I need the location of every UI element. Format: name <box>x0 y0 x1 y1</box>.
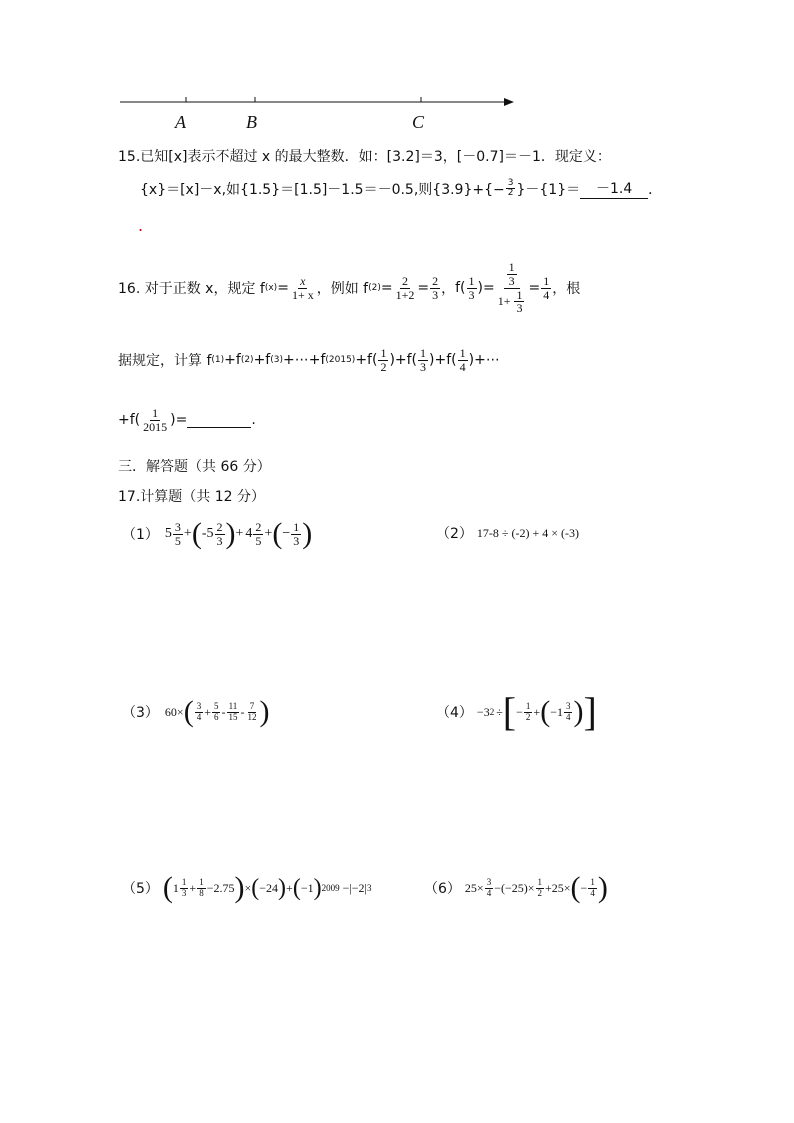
q15-fraction <box>506 179 516 199</box>
q17-p6-n1: 3 <box>486 877 492 888</box>
q16-plus-f-1: +f <box>224 352 241 368</box>
q17-p3-n3: 11 <box>228 701 238 712</box>
q16-line2-start: 据规定，计算 f <box>118 353 212 369</box>
q17-p3-d4: 12 <box>247 711 257 722</box>
q17-p5-label: （5） <box>122 881 159 897</box>
q17-p3-frac4 <box>245 702 258 722</box>
q15-line2-prefix: {x}＝[x]－x,如{1.5}＝[1.5]－1.5＝－0.5,则{3.9}+{− <box>140 181 505 198</box>
q16-sub-x: (x) <box>264 283 278 293</box>
q17-p5-tail-exp: 3 <box>366 883 372 893</box>
q17-p5-n2: 1 <box>199 877 204 888</box>
q16-eq-2: = <box>380 280 393 296</box>
q16-third-frac-2 <box>418 347 428 373</box>
q17-p6-d3: 4 <box>590 887 595 898</box>
q16-result-num: 1 <box>543 273 550 288</box>
q17-p3-d3: 15 <box>228 711 238 722</box>
q16-sub-3: (3) <box>270 355 283 365</box>
q16-ex-frac1 <box>394 275 417 301</box>
q17-p3-frac2 <box>212 702 221 722</box>
q16-third-num: 1 <box>468 273 475 288</box>
q16-ex-num1: 2 <box>401 273 408 288</box>
q16-quarter-frac <box>458 347 468 373</box>
q17-p1-c-num: 2 <box>255 519 262 534</box>
q17-p1-b-den: 3 <box>216 533 223 548</box>
q17-p3-op1: + <box>204 704 211 719</box>
q16-sub-2015: (2015) <box>325 355 356 365</box>
q17-p1 <box>122 514 312 554</box>
q17-p5-neg1: −1 <box>300 880 314 895</box>
q17-p4 <box>436 690 597 734</box>
q16-comma: ， <box>441 281 456 297</box>
q16-complex-num-top: 1 <box>508 260 515 275</box>
q17-p5-frac1 <box>180 878 189 898</box>
point-label-b: B <box>246 112 257 132</box>
q17-p6-n3: 1 <box>590 877 595 888</box>
q17-p4-h-den: 2 <box>525 711 531 722</box>
q16-quarter-den: 4 <box>459 359 466 374</box>
q16-third-num-2: 1 <box>420 345 427 360</box>
q17-p5-rparen-1: ) <box>234 871 245 904</box>
q16-line2-end: )+⋯ <box>468 352 500 368</box>
q17-p1-b-frac <box>215 521 225 547</box>
q17-p3-n1: 3 <box>196 701 202 712</box>
q17-p4-mixed-frac <box>564 702 573 722</box>
q17-p6-d1: 4 <box>486 887 492 898</box>
q17-p6-rparen: ) <box>597 871 608 904</box>
q17-p4-rbracket: ] <box>583 689 597 734</box>
q17-p2-label: （2） <box>436 526 473 542</box>
q16-sub-2b: (2) <box>240 355 254 365</box>
q17-p5-exp: 2009 <box>321 883 340 893</box>
q16-line3 <box>118 400 256 440</box>
q16-intro: 16. 对于正数 x，规定 f <box>118 281 265 297</box>
q17-p6-lead: 25× <box>464 880 484 895</box>
q16-ex-den2: 3 <box>432 287 439 302</box>
q15-frac-den: 2 <box>507 188 514 198</box>
q16-third-frac <box>467 275 477 301</box>
q16-half-num: 1 <box>380 345 387 360</box>
q16-ex-num2: 2 <box>432 273 439 288</box>
q16-half-den: 2 <box>380 359 387 374</box>
q17-p5-m24: −24 <box>259 880 279 895</box>
q16-complex-den-den: 3 <box>516 301 523 316</box>
arrow-head-icon <box>504 98 514 106</box>
q17-p6-frac1 <box>485 878 494 898</box>
q16-close-eq: )= <box>477 280 495 296</box>
q17-p4-rparen: ) <box>573 695 584 728</box>
q17-p1-d-den: 3 <box>293 533 300 548</box>
q17-p3-op2: - <box>221 704 226 719</box>
q17-p5-op2: −2.75 <box>206 880 235 895</box>
q17-p4-plus: + <box>533 704 541 719</box>
q16-last-num: 1 <box>152 405 159 420</box>
q17-p5-lparen-3: ( <box>292 875 301 901</box>
q16-dots-f: +⋯+f <box>282 352 326 368</box>
q17-p4-exp: 2 <box>489 707 495 717</box>
q17-p1-lparen-2: ( <box>272 517 283 550</box>
q17-p3-frac3 <box>226 702 239 722</box>
q17-p5-lparen-2: ( <box>251 875 260 901</box>
q16-third-den: 3 <box>468 287 475 302</box>
q17-p4-m-den: 4 <box>565 711 571 722</box>
q17-p6-op2: +25× <box>545 880 571 895</box>
q17-p3-label: （3） <box>122 705 159 721</box>
q17-p1-a-frac <box>173 521 183 547</box>
q17-p5-op1: + <box>189 880 197 895</box>
q17-p6-d2: 2 <box>537 887 542 898</box>
q17-p5-rparen-3: ) <box>313 875 322 901</box>
q17-p4-minus: − <box>516 704 523 719</box>
q15-line2-mid: }－{1}＝ <box>516 181 581 198</box>
q16-complex-den <box>496 289 528 315</box>
q16-def-fraction <box>290 275 316 301</box>
q16-result-frac <box>541 275 551 301</box>
q16-last-den: 2015 <box>143 419 168 434</box>
q15-line2-suffix: ． <box>648 181 663 198</box>
q17-p5 <box>122 868 371 908</box>
q17-p1-rparen-2: ) <box>302 517 313 550</box>
q17-p3-d2: 6 <box>213 711 219 722</box>
point-label-a: A <box>175 112 186 132</box>
q16-example: ，例如 f <box>316 281 369 297</box>
q17-p3-n2: 5 <box>213 701 219 712</box>
q17-p5-lparen-1: ( <box>162 871 173 904</box>
q16-line3-end: )= <box>170 412 188 428</box>
q16-eq-3: = <box>417 280 430 296</box>
q17-p6-n2: 1 <box>537 877 542 888</box>
q16-def-num: x <box>300 273 306 288</box>
q17-p1-lparen-1: ( <box>191 517 202 550</box>
q16-plus-f-paren-1: +f( <box>355 352 378 368</box>
q17-p5-times: × <box>244 880 252 895</box>
q16-f-open: f( <box>455 280 466 296</box>
q17-p6-label: （6） <box>424 881 461 897</box>
point-label-c: C <box>412 112 425 132</box>
q17-p1-b-num: 2 <box>216 519 223 534</box>
q17-p5-rparen-2: ) <box>278 875 287 901</box>
q16-paren-plus-f-1: )+f( <box>389 352 418 368</box>
q16-line1 <box>118 252 580 324</box>
q17-p1-d-sign: − <box>282 526 291 541</box>
q17-p3-lead: 60× <box>164 704 184 719</box>
q17-p4-lead: −3 <box>476 704 490 719</box>
q17-p1-plus-2: + <box>235 526 244 541</box>
q17-p3-op3: - <box>240 704 245 719</box>
q15-line1: 15.已知[x]表示不超过 x 的最大整数．如：[3.2]＝3，[－0.7]＝－1．现定义： <box>118 149 611 165</box>
q17-p2 <box>436 522 579 544</box>
q17-p4-lparen: ( <box>540 695 551 728</box>
q16-line2 <box>118 340 500 380</box>
q17-p4-m-num: 3 <box>565 701 571 712</box>
section3-title: 三．解答题（共 66 分） <box>118 459 271 475</box>
q16-complex-frac <box>496 261 528 314</box>
q16-complex-num-bot: 3 <box>508 273 515 288</box>
q17-p5-frac2 <box>197 878 206 898</box>
q16-quarter-num: 1 <box>459 345 466 360</box>
q17-p1-label: （1） <box>122 527 159 543</box>
q17-title: 17.计算题（共 12 分） <box>118 489 265 505</box>
q17-p6 <box>424 868 608 908</box>
q17-p6-frac2 <box>536 878 545 898</box>
q17-p5-n1: 1 <box>181 877 187 888</box>
q17-p1-c-den: 5 <box>255 533 262 548</box>
q17-p6-op1: −(−25)× <box>494 880 535 895</box>
q17-p1-a-whole: 5 <box>164 526 172 541</box>
q17-p2-expr: 17-8 ÷ (-2) + 4 × (-3) <box>476 525 580 540</box>
q17-p1-a-den: 5 <box>174 533 181 548</box>
q17-p3-n4: 7 <box>249 701 255 712</box>
q16-plus-f-2: +f <box>253 352 271 368</box>
q16-sub-2: (2) <box>368 283 381 293</box>
q17-p1-b-whole: -5 <box>201 526 214 541</box>
q17-p1-plus-1: + <box>183 526 192 541</box>
q17-p3-d1: 4 <box>196 711 202 722</box>
q16-half-frac <box>378 347 388 373</box>
q17-p3-rparen: ) <box>259 695 270 728</box>
q16-eq: = <box>277 280 289 296</box>
q15-frac-num: 3 <box>507 177 514 188</box>
q17-p3-frac1 <box>195 702 204 722</box>
q17-p1-a-num: 3 <box>174 519 181 534</box>
q17-p5-w: 1 <box>172 880 179 895</box>
q15-red-dot: . <box>138 216 144 235</box>
q16-eq-4: = <box>528 280 541 296</box>
q16-paren-plus-f-2: )+f( <box>429 352 457 368</box>
q17-p3-lparen: ( <box>183 695 194 728</box>
q17-p5-d1: 3 <box>181 887 187 898</box>
q16-ex-frac2 <box>430 275 440 301</box>
q16-ex-den1: 1+2 <box>395 287 415 302</box>
q17-p1-d-num: 1 <box>293 519 300 534</box>
q17-p4-div: ÷ <box>496 704 503 719</box>
q16-line3-start: +f( <box>118 412 141 428</box>
q17-p1-c-whole: 4 <box>245 526 253 541</box>
q17-p5-plus: + <box>286 880 293 895</box>
q16-complex-den-frac <box>514 289 524 315</box>
q16-complex-num <box>504 261 520 288</box>
q17-p3 <box>122 692 269 732</box>
q16-result-den: 4 <box>543 287 550 302</box>
q17-p4-label: （4） <box>436 705 473 721</box>
q16-def-den: 1+ x <box>291 287 314 302</box>
q16-tail: ，根 <box>552 281 581 297</box>
q17-p6-lparen: ( <box>570 871 581 904</box>
q15-line2 <box>140 178 662 199</box>
q17-p1-rparen-1: ) <box>225 517 236 550</box>
q17-p1-plus-3: + <box>264 526 273 541</box>
q17-p1-c-frac <box>253 521 263 547</box>
q17-p1-d-frac <box>291 521 301 547</box>
q16-answer-blank[interactable] <box>187 413 251 428</box>
q16-third-den-2: 3 <box>420 359 427 374</box>
q16-last-frac <box>141 407 169 433</box>
q17-p5-tail: −|−2| <box>342 880 367 895</box>
q16-period: . <box>251 412 256 428</box>
q16-sub-1: (1) <box>211 355 225 365</box>
q17-p4-inner-sign: −1 <box>550 704 563 719</box>
q17-p5-d2: 8 <box>199 887 204 898</box>
q17-p4-half-frac <box>524 702 533 722</box>
q16-complex-num-frac <box>507 261 517 287</box>
q15-answer: －1.4 <box>580 178 648 199</box>
q17-p6-sign: − <box>580 880 588 895</box>
q17-p4-lbracket: [ <box>502 689 517 734</box>
q16-complex-den-num: 1 <box>516 287 523 302</box>
q16-complex-den-pre: 1+ <box>497 293 511 308</box>
q17-p6-frac3 <box>588 878 597 898</box>
q17-p4-h-num: 1 <box>525 701 531 712</box>
